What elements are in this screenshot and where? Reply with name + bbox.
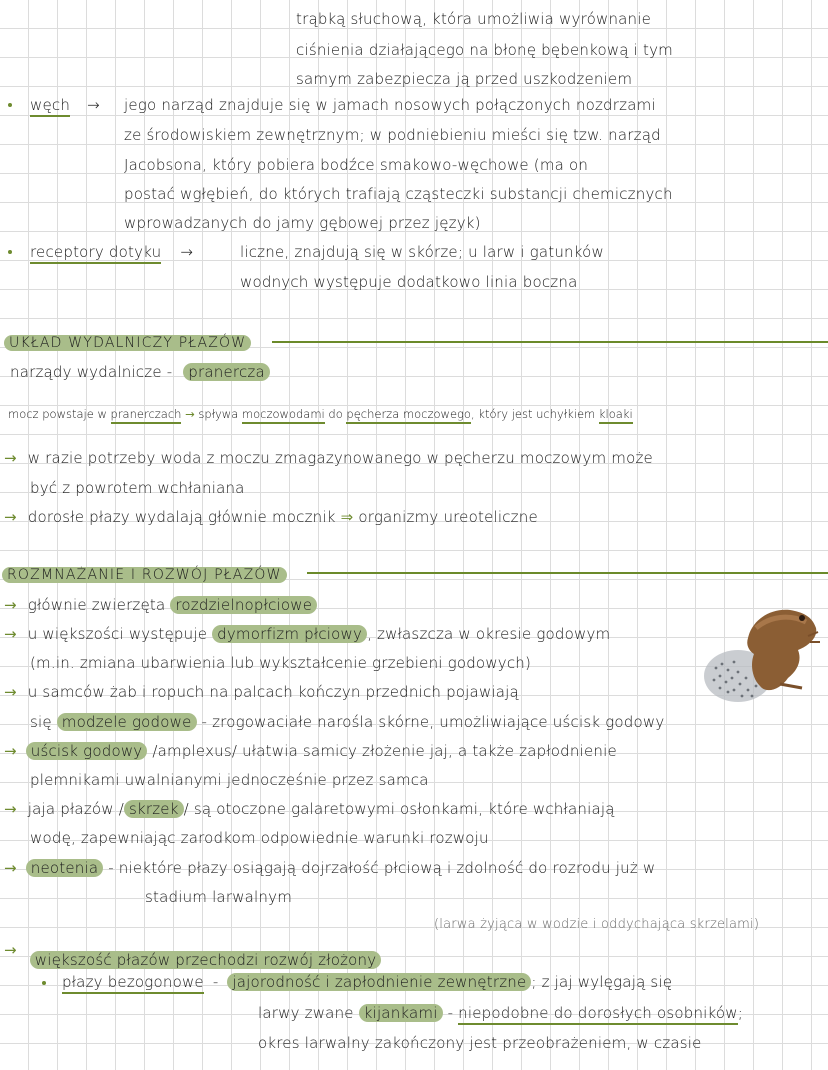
smell-line-5: wprowadzanych do jamy gębowej przez język)	[124, 214, 481, 232]
frog-spawn-image	[690, 598, 828, 708]
smell-line-2: ze środowiskiem zewnętrznym; w podniebieniu mieści się tzw. narząd	[124, 126, 661, 144]
arrow-icon: →	[4, 596, 17, 614]
bullet-icon	[42, 981, 46, 985]
anura-line-2: larwy zwane kijankami - niepodobne do dorosłych osobników;	[258, 1003, 743, 1023]
arrow-icon: →	[4, 941, 17, 959]
section-title-excretory: UKŁAD WYDALNICZY PŁAZÓW	[4, 333, 251, 353]
ear-text-line-3: samym zabezpiecza ją przed uszkodzeniem	[296, 70, 633, 88]
arrow-icon: →	[4, 683, 17, 701]
arrow-icon: →	[4, 742, 17, 760]
term-kloaka: kloaki	[599, 407, 633, 424]
repro-point-5: → jaja płazów / skrzek / są otoczone galaretowymi osłonkami, które wchłaniają	[4, 800, 615, 818]
term-moczowody: moczowodami	[242, 407, 325, 424]
anura-line-3: okres larwalny zakończony jest przeobrażeniem, w czasie	[258, 1034, 702, 1052]
excretory-organs-row	[10, 362, 270, 382]
ear-text-line-1: trąbką słuchową, która umożliwia wyrównanie	[296, 10, 652, 28]
repro-point-1: → głównie zwierzęta rozdzielnopłciowe	[4, 595, 317, 615]
organs-value: pranercza	[183, 363, 270, 381]
smell-line-4: postać wgłębień, do których trafiają cząsteczki substancji chemicznych	[124, 185, 673, 203]
neoteny-note: (larwa żyjąca w wodzie i oddychająca skrzelami)	[434, 917, 760, 932]
arrow-icon: →	[4, 508, 17, 526]
anura-term: płazy bezogonowe	[62, 973, 204, 994]
term-pecherz: pęcherza moczowego	[346, 407, 471, 424]
term-pranercza: pranerczach	[111, 407, 182, 424]
anura-row: płazy bezogonowe - jajorodność i zapłodnienie zewnętrzne ; z jaj wylęgają się	[62, 972, 672, 992]
smell-line-1: jego narząd znajduje się w jamach nosowych połączonych nozdrzami	[124, 96, 656, 114]
arrow-icon: →	[180, 243, 194, 261]
touch-term: receptory dotyku	[30, 243, 161, 264]
touch-term-row	[30, 242, 193, 262]
repro-point-6-line-2: stadium larwalnym	[145, 888, 293, 906]
smell-term: węch	[30, 96, 70, 117]
touch-line-1: liczne, znajdują się w skórze; u larw i gatunków	[240, 243, 604, 261]
excretory-point-2: → dorosłe płazy wydalają głównie mocznik ⇒ organizmy ureoteliczne	[4, 508, 538, 526]
bullet-icon	[8, 103, 12, 107]
section-rule	[272, 341, 828, 343]
arrow-icon: →	[185, 407, 195, 421]
smell-line-3: Jacobsona, który pobiera bodźce smakowo-węchowe (ma on	[124, 156, 589, 174]
excretory-point-1-line-2: być z powrotem wchłaniana	[30, 479, 245, 497]
repro-point-3: → u samców żab i ropuch na palcach kończyn przednich pojawiają	[4, 683, 519, 701]
repro-point-2-line-2: (m.in. zmiana ubarwienia lub wykształcenie grzebieni godowych)	[30, 654, 532, 672]
arrow-icon: →	[4, 800, 17, 818]
section-title-reproduction: ROZMNAŻANIE I ROZWÓJ PŁAZÓW	[2, 565, 287, 585]
arrow-icon: →	[4, 859, 17, 877]
section-rule	[307, 572, 828, 574]
bullet-icon	[8, 250, 12, 254]
touch-line-2: wodnych występuje dodatkowo linia boczna	[240, 273, 578, 291]
repro-point-4: → uścisk godowy /amplexus/ ułatwia samicy złożenie jaj, a także zapłodnienie	[4, 742, 617, 760]
arrow-icon: →	[87, 96, 100, 114]
repro-point-4-line-2: plemnikami uwalnianymi jednocześnie przez samca	[30, 771, 429, 789]
repro-point-3-line-2: się modzele godowe - zrogowaciałe narośla skórne, umożliwiające uścisk godowy	[30, 713, 665, 731]
arrow-icon: →	[4, 449, 17, 467]
double-arrow-icon: ⇒	[340, 508, 354, 526]
organs-label: narządy wydalnicze -	[10, 363, 173, 381]
repro-point-2: → u większości występuje dymorfizm płciowy , zwłaszcza w okresie godowym	[4, 625, 611, 643]
repro-point-7: → większość płazów przechodzi rozwój złożony	[4, 940, 381, 960]
urine-flow-row: mocz powstaje w pranerczach → spływa moczowodami do pęcherza moczowego, który jest uchyłkiem kloaki	[8, 404, 633, 424]
smell-term-row	[30, 95, 100, 115]
repro-point-5-line-2: wodę, zapewniając zarodkom odpowiednie warunki rozwoju	[30, 829, 489, 847]
arrow-icon: →	[4, 625, 17, 643]
excretory-point-1: → w razie potrzeby woda z moczu zmagazynowanego w pęcherzu moczowym może	[4, 449, 653, 467]
repro-point-6: → neotenia - niektóre płazy osiągają dojrzałość płciową i zdolność do rozrodu już w	[4, 859, 656, 877]
ear-text-line-2: ciśnienia działającego na błonę bębenkową i tym	[296, 41, 673, 59]
